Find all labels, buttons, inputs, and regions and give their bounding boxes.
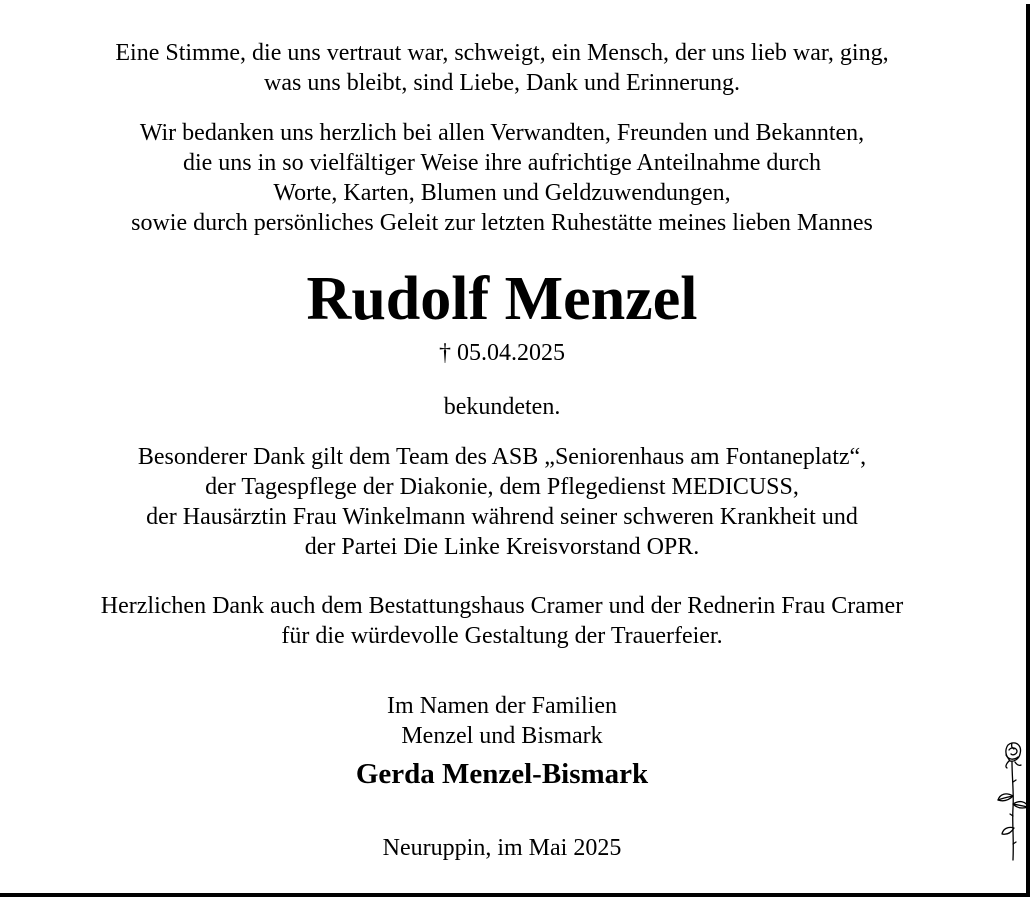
death-date: † 05.04.2025 (439, 340, 565, 366)
special-thanks-line: der Partei Die Linke Kreisvorstand OPR. (304, 534, 700, 560)
thanks-line: die uns in so vielfältiger Weise ihre aufrichtige Anteilnahme durch (182, 150, 822, 176)
motto-line: Eine Stimme, die uns vertraut war, schweigt, ein Mensch, der uns lieb war, ging, (115, 40, 889, 66)
special-thanks-line: der Hausärztin Frau Winkelmann während seiner schweren Krankheit und (146, 504, 858, 530)
thanks-line: Worte, Karten, Blumen und Geldzuwendungen, (273, 180, 731, 206)
place-date-wrap (0, 833, 1004, 863)
funeral-thanks-line: für die würdevolle Gestaltung der Trauerfeier. (281, 623, 723, 649)
signer-name: Gerda Menzel-Bismark (355, 758, 649, 790)
place-date: Neuruppin, im Mai 2025 (382, 835, 622, 861)
closing-word: bekundeten. (443, 394, 561, 420)
family-signature (0, 691, 1004, 751)
deceased-name: Rudolf Menzel (306, 265, 698, 333)
family-line: Menzel und Bismark (401, 723, 603, 749)
closing-word-wrap (0, 392, 1004, 422)
special-thanks-line: der Tagespflege der Diakonie, dem Pflegedienst MEDICUSS, (205, 474, 799, 500)
frame-border-bottom (0, 893, 1030, 897)
thanks-line: Wir bedanken uns herzlich bei allen Verwandten, Freunden und Bekannten, (139, 120, 865, 146)
special-thanks (0, 442, 1004, 562)
motto-line: was uns bleibt, sind Liebe, Dank und Erinnerung. (264, 70, 740, 96)
special-thanks-line: Besonderer Dank gilt dem Team des ASB „Seniorenhaus am Fontaneplatz“, (137, 444, 867, 470)
funeral-thanks (0, 591, 1004, 651)
rose-icon (994, 738, 1032, 862)
family-line: Im Namen der Familien (387, 693, 617, 719)
funeral-thanks-line: Herzlichen Dank auch dem Bestattungshaus Cramer und der Rednerin Frau Cramer (100, 593, 904, 619)
motto (0, 38, 1004, 98)
thanks-line: sowie durch persönliches Geleit zur letzten Ruhestätte meines lieben Mannes (131, 210, 873, 236)
thanks-paragraph (0, 118, 1004, 238)
death-date-wrap (0, 338, 1004, 368)
